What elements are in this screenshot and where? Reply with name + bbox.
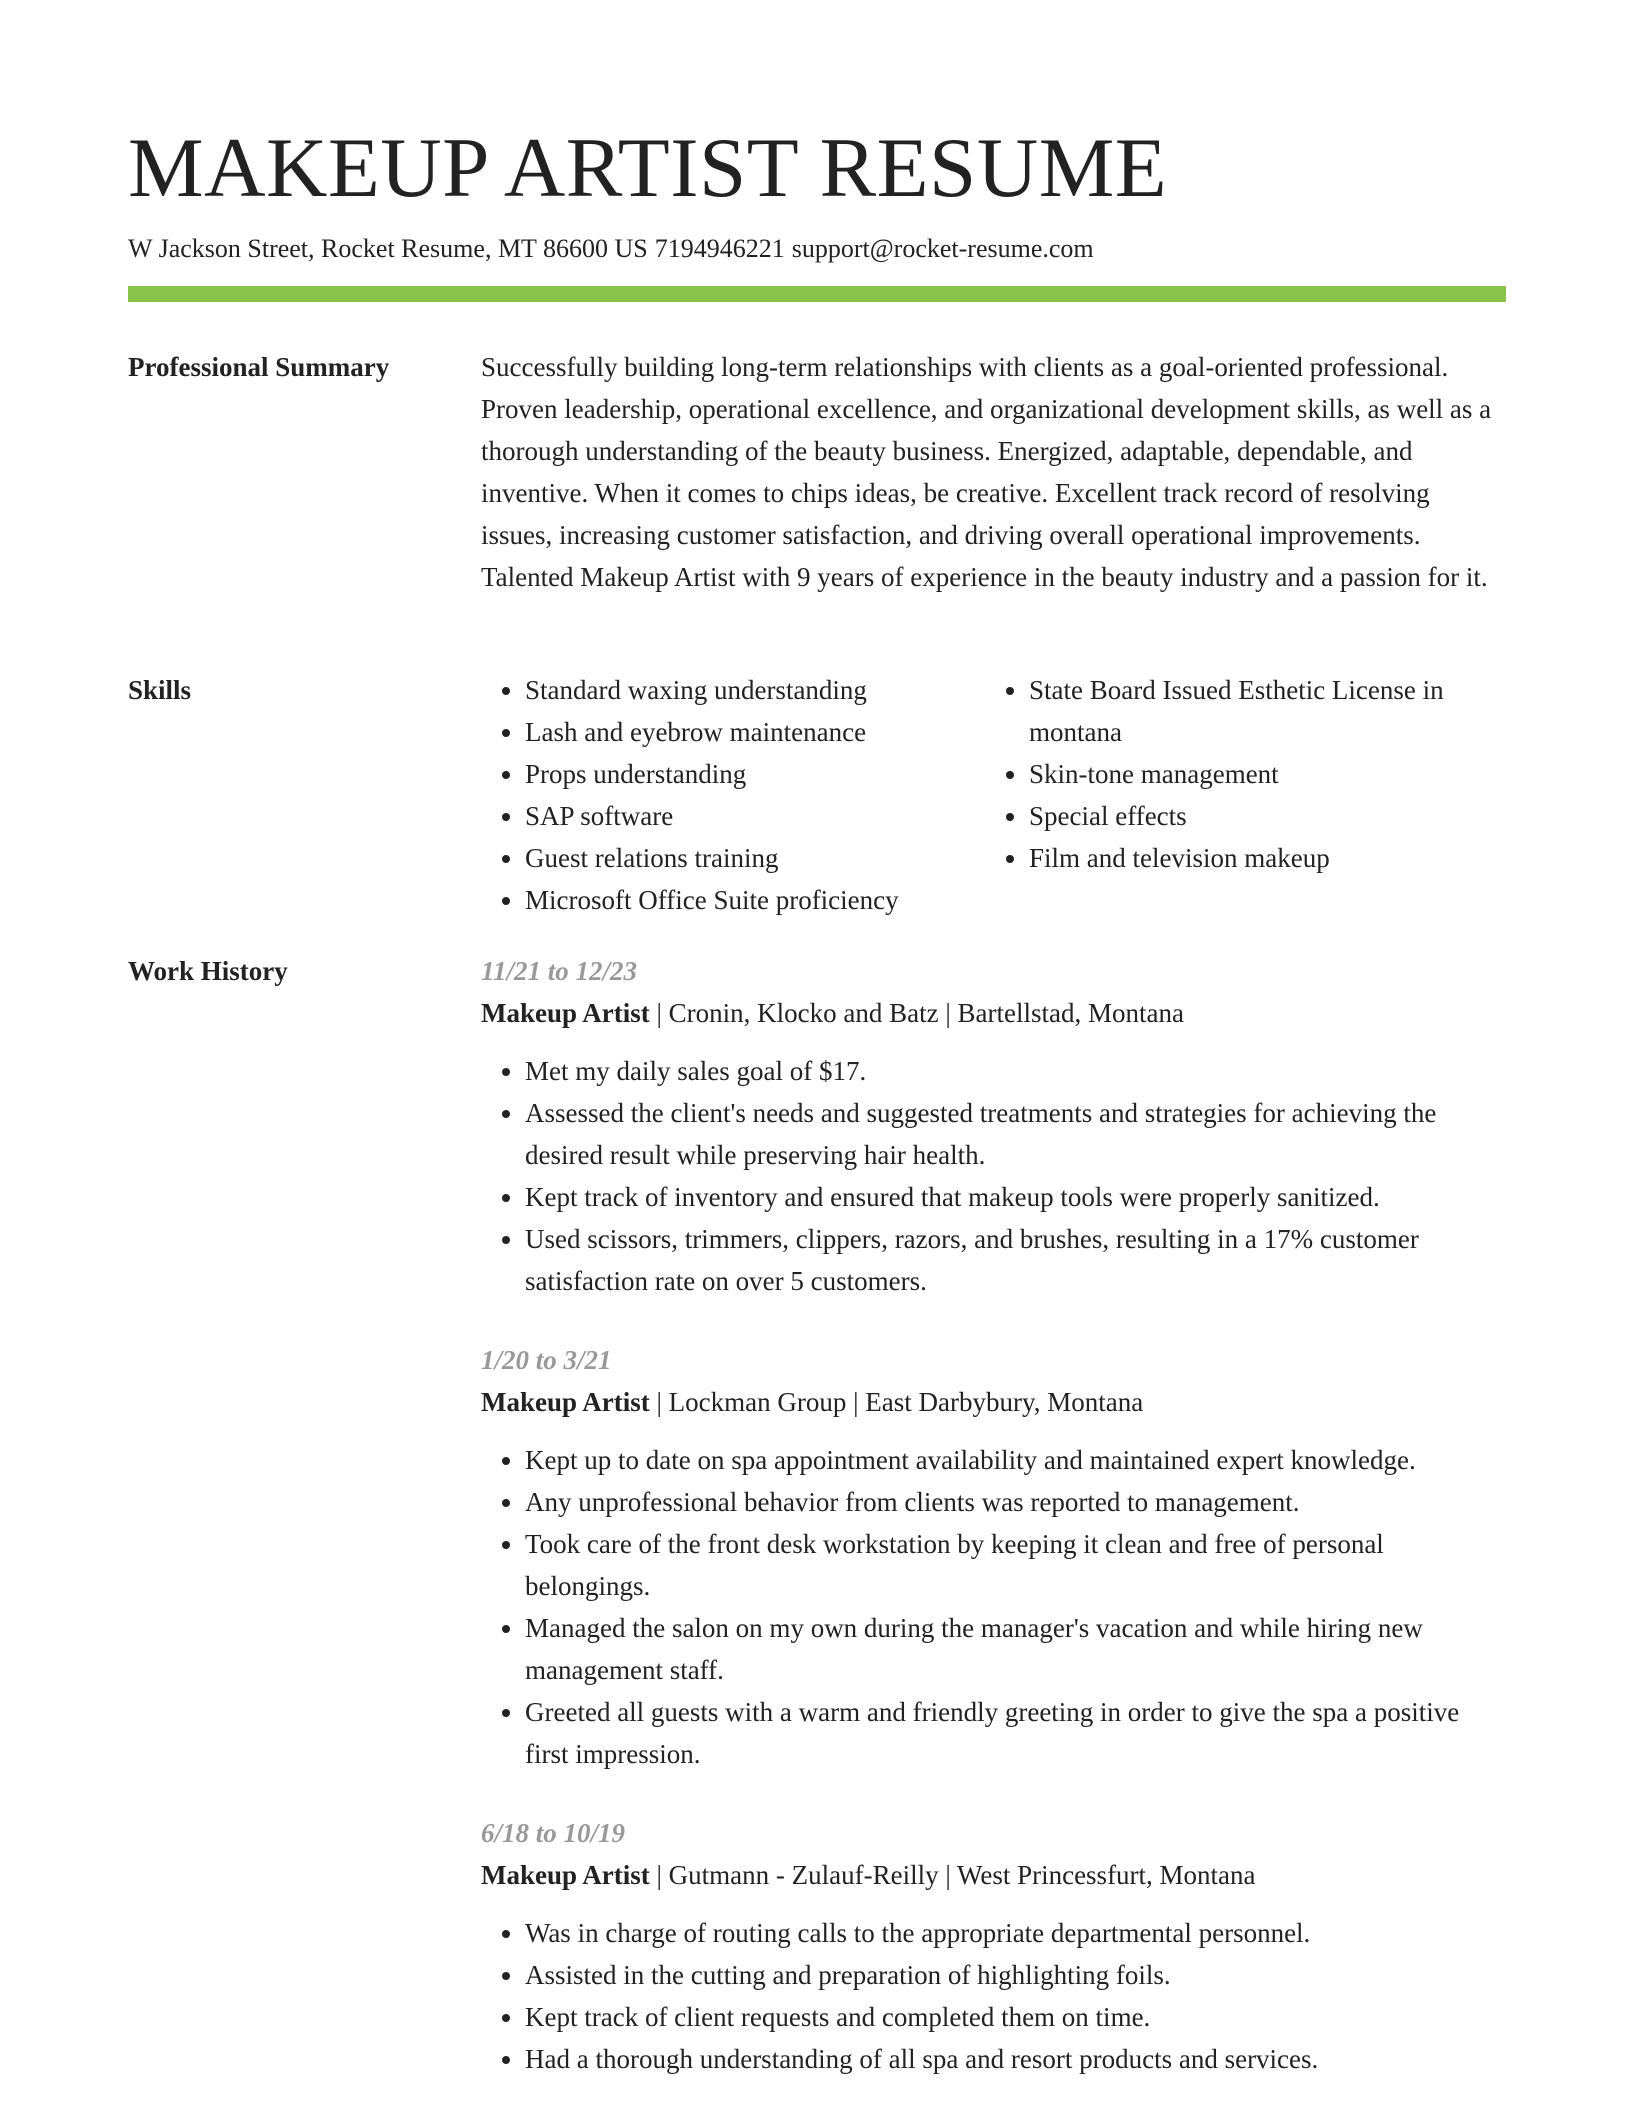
job-details: | Gutmann - Zulauf-Reilly | West Princessfurt, Montana (649, 1860, 1256, 1890)
job-bullet: • Any unprofessional behavior from clients was reported to management. (525, 1481, 1506, 1523)
job-bullet: • Had a thorough understanding of all spa and resort products and services. (525, 2038, 1506, 2080)
job-entry (481, 1812, 1506, 2080)
resume-title: MAKEUP ARTIST RESUME (128, 121, 1168, 215)
skill-item: • Guest relations training (525, 837, 985, 879)
job-title: Makeup Artist (481, 1387, 650, 1417)
contact-email: support@rocket-resume.com (791, 234, 1094, 263)
job-title: Makeup Artist (481, 998, 650, 1028)
skill-item: • Lash and eyebrow maintenance (525, 711, 985, 753)
job-bullet: • Greeted all guests with a warm and friendly greeting in order to give the spa a positive first impression. (525, 1691, 1506, 1775)
header-divider (128, 286, 1506, 302)
skill-item: • Skin-tone management (1029, 753, 1506, 795)
job-details: | Lockman Group | East Darbybury, Montana (649, 1387, 1144, 1417)
summary-text: Successfully building long-term relationships with clients as a goal-oriented professional. Proven leadership, operational excellence, and organizational development skills, as well as a thorough understanding of the beauty business. Energized, adaptable, dependable, and inventive. When it comes to chips ideas, be creative. Excellent track record of resolving issues, increasing customer satisfaction, and driving overall operational improvements. Talented Makeup Artist with 9 years of experience in the beauty industry and a passion for it. (481, 352, 1492, 592)
job-heading (481, 992, 1506, 1034)
contact-address: W Jackson Street, Rocket Resume, MT 86600 US (128, 234, 648, 263)
skills-column-1 (481, 669, 985, 921)
job-details: | Cronin, Klocko and Batz | Bartellstad, Montana (649, 998, 1184, 1028)
skill-item: • Film and television makeup (1029, 837, 1506, 879)
job-bullet: • Kept up to date on spa appointment availability and maintained expert knowledge. (525, 1439, 1506, 1481)
job-bullet: • Assessed the client's needs and suggested treatments and strategies for achieving the desired result while preserving hair health. (525, 1092, 1506, 1176)
job-dates: 11/21 to 12/23 (481, 956, 638, 986)
job-bullets (481, 1912, 1506, 2080)
skill-item: • SAP software (525, 795, 985, 837)
job-bullet: • Assisted in the cutting and preparation of highlighting foils. (525, 1954, 1506, 1996)
job-heading (481, 1854, 1506, 1896)
contact-line (128, 232, 1094, 266)
contact-phone: 7194946221 (654, 234, 785, 263)
job-bullet: • Met my daily sales goal of $17. (525, 1050, 1506, 1092)
job-bullet: • Kept track of inventory and ensured that makeup tools were properly sanitized. (525, 1176, 1506, 1218)
summary-body (481, 346, 1506, 598)
skill-item: • Standard waxing understanding (525, 669, 985, 711)
job-bullets (481, 1050, 1506, 1302)
job-entry (481, 1339, 1506, 1775)
summary-label: Professional Summary (128, 352, 390, 382)
job-heading (481, 1381, 1506, 1423)
job-bullets (481, 1439, 1506, 1775)
job-title: Makeup Artist (481, 1860, 650, 1890)
work-history-body (481, 950, 1506, 2117)
work-history-label: Work History (128, 956, 288, 986)
job-dates: 6/18 to 10/19 (481, 1818, 626, 1848)
skill-item: • Props understanding (525, 753, 985, 795)
skill-item: • Special effects (1029, 795, 1506, 837)
job-bullet: • Took care of the front desk workstation by keeping it clean and free of personal belongings. (525, 1523, 1506, 1607)
skill-item: • State Board Issued Esthetic License in montana (1029, 669, 1506, 753)
skill-item: • Microsoft Office Suite proficiency (525, 879, 985, 921)
skills-label: Skills (128, 675, 192, 705)
job-bullet: • Managed the salon on my own during the manager's vacation and while hiring new management staff. (525, 1607, 1506, 1691)
job-bullet: • Kept track of client requests and completed them on time. (525, 1996, 1506, 2038)
job-bullet: • Was in charge of routing calls to the appropriate departmental personnel. (525, 1912, 1506, 1954)
job-dates: 1/20 to 3/21 (481, 1345, 612, 1375)
skills-body (481, 669, 1506, 921)
job-entry (481, 950, 1506, 1302)
job-bullet: • Used scissors, trimmers, clippers, razors, and brushes, resulting in a 17% customer satisfaction rate on over 5 customers. (525, 1218, 1506, 1302)
skills-column-2 (985, 669, 1506, 921)
